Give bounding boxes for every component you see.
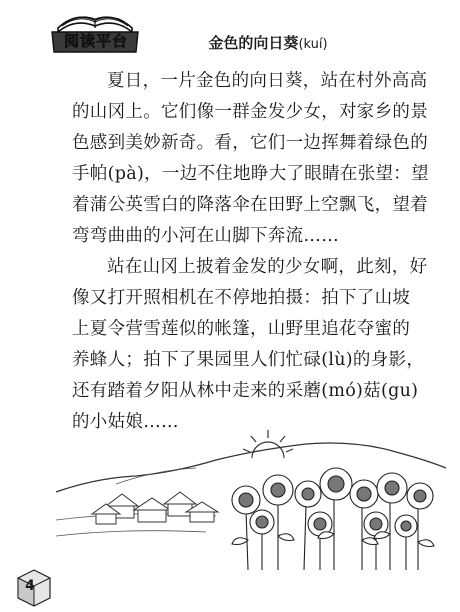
text-line: 的小姑娘……: [72, 412, 179, 432]
text-line: 色感到美妙新奇。看，它们一边挥舞着绿色的: [72, 133, 428, 153]
badge-label: 阅读平台: [63, 32, 128, 50]
reading-text: [72, 66, 450, 438]
page-title: [168, 32, 368, 54]
title-pinyin: (kuí): [298, 37, 328, 52]
text-line: 站在山冈上披着金发的少女啊，此刻，好: [107, 257, 428, 277]
paragraph-1: [72, 66, 450, 252]
text-line: 像又打开照相机在不停地拍摄：拍下了山坡: [72, 288, 411, 308]
sunflower-village-illustration: [56, 410, 446, 570]
field-line: [56, 531, 206, 536]
text-line: 还有踏着夕阳从林中走来的采蘑(mó)菇(gu): [72, 381, 419, 401]
reading-platform-badge: [50, 6, 140, 54]
text-line: 弯弯曲曲的小河在山脚下奔流……: [72, 226, 339, 246]
village-houses: [92, 492, 218, 524]
text-line: 养蜂人；拍下了果园里人们忙碌(lù)的身影，: [72, 350, 425, 370]
text-line: 手帕(pà)，一边不住地睁大了眼睛在张望：望: [72, 164, 429, 184]
sun-icon: [243, 430, 293, 458]
text-line: 着蒲公英雪白的降落伞在田野上空飘飞，望着: [72, 195, 428, 215]
text-line: 夏日，一片金色的向日葵，站在村外高高: [107, 71, 428, 91]
title-text: 金色的向日葵: [208, 34, 299, 52]
text-line: 上夏令营雪莲似的帐篷，山野里追花夺蜜的: [72, 319, 411, 339]
page-number: 4: [25, 578, 35, 594]
text-line: 的山冈上。它们像一群金发少女，对家乡的景: [72, 102, 428, 122]
sunflower-group: [232, 468, 434, 570]
